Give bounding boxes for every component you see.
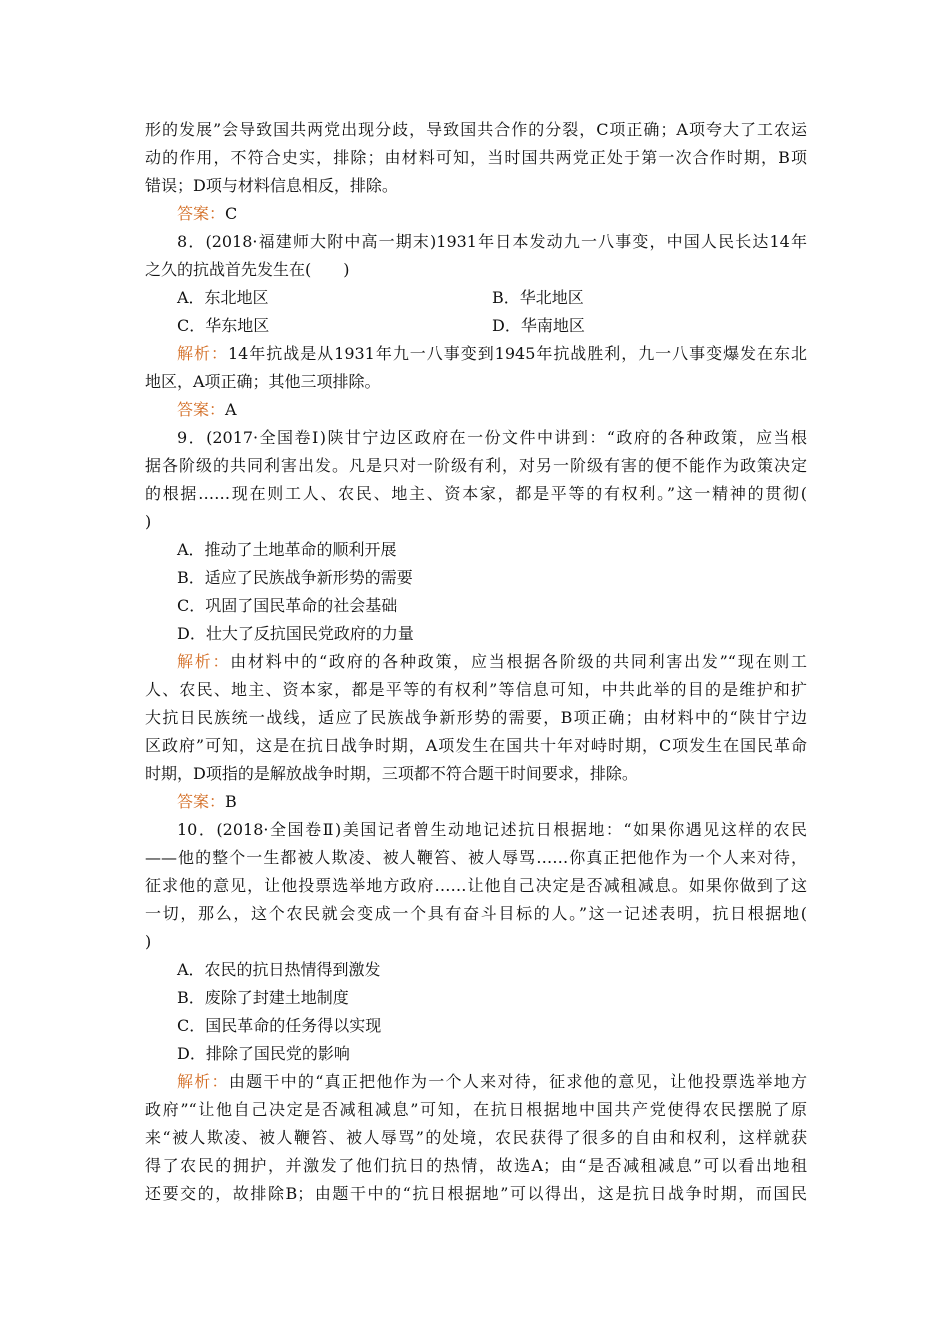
answer-value: A — [225, 400, 237, 419]
analysis-text: 由题干中的“真正把他作为一个人来对待，征求他的意见，让他投票选举地方 — [228, 1072, 807, 1091]
q8-analysis-line: 地区，A项正确；其他三项排除。 — [145, 372, 381, 391]
q10-option-d: D．排除了国民党的影响 — [177, 1044, 350, 1063]
q9-analysis-line: 人、农民、地主、资本家，都是平等的有权利”等信息可知，中共此举的目的是维护和扩 — [145, 680, 807, 699]
q8-stem-line: 8．(2018·福建师大附中高一期末)1931年日本发动九一八事变，中国人民长达14年 — [177, 232, 807, 251]
q8-option-b: B．华北地区 — [492, 288, 584, 307]
q10-stem-line: 一切，那么，这个农民就会变成一个具有奋斗目标的人。”这一记述表明，抗日根据地( — [145, 904, 807, 923]
q7-analysis-line: 动的作用，不符合史实，排除；由材料可知，当时国共两党正处于第一次合作时期，B项 — [145, 148, 807, 167]
q8-analysis-line — [145, 340, 807, 368]
q10-option-b: B．废除了封建土地制度 — [177, 988, 349, 1007]
q10-option-c: C．国民革命的任务得以实现 — [177, 1016, 382, 1035]
analysis-text: 14年抗战是从1931年九一八事变到1945年抗战胜利，九一八事变爆发在东北 — [227, 344, 807, 363]
q9-stem-line: 9．(2017·全国卷Ⅰ)陕甘宁边区政府在一份文件中讲到：“政府的各种政策，应当根 — [177, 428, 807, 447]
q9-stem-line: 的根据……现在则工人、农民、地主、资本家，都是平等的有权利。”这一精神的贯彻( — [145, 484, 807, 503]
document-content — [145, 116, 807, 1208]
q9-option-c: C．巩固了国民革命的社会基础 — [177, 596, 398, 615]
q10-stem-line: 10．(2018·全国卷Ⅱ)美国记者曾生动地记述抗日根据地：“如果你遇见这样的农民 — [177, 820, 807, 839]
q9-option-a: A．推动了土地革命的顺利开展 — [177, 540, 397, 559]
analysis-label: 解析： — [177, 1072, 229, 1091]
q10-analysis-line — [145, 1068, 807, 1096]
answer-label: 答案： — [177, 792, 226, 811]
q9-analysis-line: 大抗日民族统一战线，适应了民族战争新形势的需要，B项正确；由材料中的“陕甘宁边 — [145, 708, 807, 727]
answer-label: 答案： — [177, 204, 226, 223]
analysis-text: 由材料中的“政府的各种政策，应当根据各阶级的共同利害出发”“现在则工 — [230, 652, 807, 671]
q7-answer — [145, 200, 807, 228]
q8-option-c: C．华东地区 — [177, 316, 270, 335]
q9-answer — [145, 788, 807, 816]
answer-value: B — [225, 792, 237, 811]
q7-analysis-line: 形的发展”会导致国共两党出现分歧，导致国共合作的分裂，C项正确；A项夸大了工农运 — [145, 120, 807, 139]
q7-analysis-line: 错误；D项与材料信息相反，排除。 — [145, 176, 398, 195]
q9-analysis-line — [145, 648, 807, 676]
q8-option-a: A．东北地区 — [177, 288, 269, 307]
q9-option-b: B．适应了民族战争新形势的需要 — [177, 568, 413, 587]
q8-option-d: D．华南地区 — [492, 316, 585, 335]
q10-stem-line: ) — [145, 932, 152, 951]
q8-answer — [145, 396, 807, 424]
answer-label: 答案： — [177, 400, 226, 419]
answer-value: C — [225, 204, 238, 223]
q10-analysis-line: 得了农民的拥护，并激发了他们抗日的热情，故选A；由“是否减租减息”可以看出地租 — [145, 1156, 807, 1175]
q9-analysis-line: 区政府”可知，这是在抗日战争时期，A项发生在国共十年对峙时期，C项发生在国民革命 — [145, 736, 807, 755]
q8-option-row — [145, 284, 807, 312]
q10-analysis-line: 政府”“让他自己决定是否减租减息”可知，在抗日根据地中国共产党使得农民摆脱了原 — [145, 1100, 807, 1119]
q9-option-d: D．壮大了反抗国民党政府的力量 — [177, 624, 414, 643]
q10-stem-line: 征求他的意见，让他投票选举地方政府……让他自己决定是否减租减息。如果你做到了这 — [145, 876, 807, 895]
q9-stem-line: ) — [145, 512, 152, 531]
q10-analysis-line: 还要交的，故排除B；由题干中的“抗日根据地”可以得出，这是抗日战争时期，而国民 — [145, 1184, 807, 1203]
q10-option-a: A．农民的抗日热情得到激发 — [177, 960, 381, 979]
q8-stem-line: 之久的抗战首先发生在( ) — [145, 260, 350, 279]
analysis-label: 解析： — [177, 344, 228, 363]
analysis-label: 解析： — [177, 652, 231, 671]
q9-stem-line: 据各阶级的共同利害出发。凡是只对一阶级有利，对另一阶级有害的便不能作为政策决定 — [145, 456, 807, 475]
q8-option-row — [145, 312, 807, 340]
q9-analysis-line: 时期，D项指的是解放战争时期，三项都不符合题干时间要求，排除。 — [145, 764, 638, 783]
q10-stem-line: ——他的整个一生都被人欺凌、被人鞭笞、被人辱骂……你真正把他作为一个人来对待， — [145, 848, 807, 867]
q10-analysis-line: 来“被人欺凌、被人鞭笞、被人辱骂”的处境，农民获得了很多的自由和权利，这样就获 — [145, 1128, 807, 1147]
